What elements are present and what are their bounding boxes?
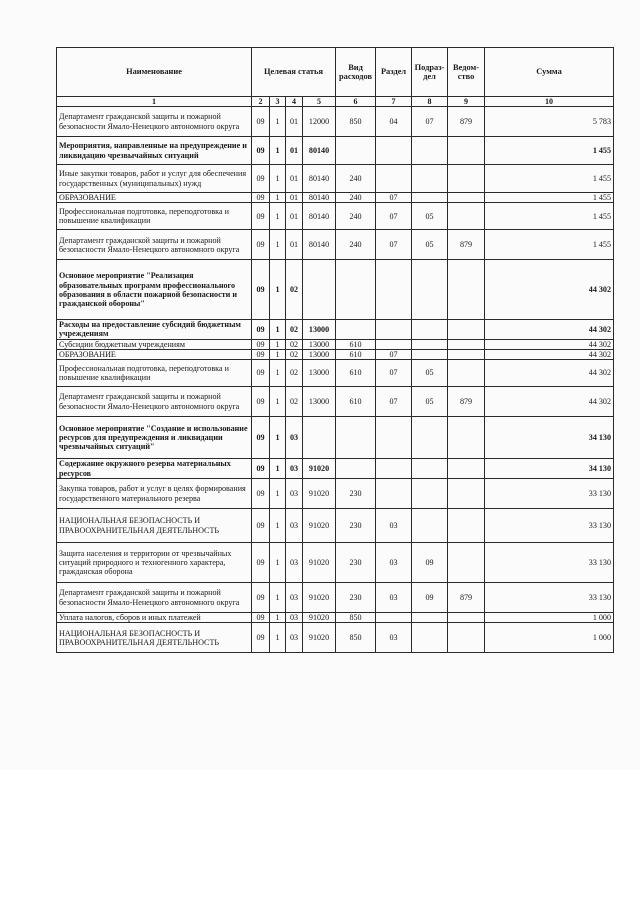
column-number: 2: [252, 97, 270, 107]
target-program-cell: 09: [252, 193, 270, 203]
department-code-cell: 879: [448, 387, 485, 417]
expense-type-cell: 610: [336, 339, 376, 349]
expense-type-cell: [336, 137, 376, 165]
subsection-cell: 05: [412, 230, 448, 260]
target-subprogram-cell: 1: [270, 479, 286, 509]
row-name-cell: Содержание окружного резерва материальных ресурсов: [57, 459, 252, 479]
row-name-cell: Иные закупки товаров, работ и услуг для обеспечения государственных (муниципальных) нужд: [57, 165, 252, 193]
row-name-cell: Департамент гражданской защиты и пожарной безопасности Ямало-Ненецкого автономного округа: [57, 387, 252, 417]
target-program-cell: 09: [252, 479, 270, 509]
table-row: [57, 165, 614, 193]
subsection-cell: [412, 260, 448, 320]
target-program-cell: 09: [252, 137, 270, 165]
expense-type-cell: 850: [336, 613, 376, 623]
target-event-cell: 03: [286, 509, 303, 543]
row-name-cell: Защита населения и территории от чрезвычайных ситуаций природного и техногенного характера, гражданская оборона: [57, 543, 252, 583]
target-event-cell: 02: [286, 349, 303, 359]
column-number: 9: [448, 97, 485, 107]
department-code-cell: [448, 479, 485, 509]
row-name-cell: ОБРАЗОВАНИЕ: [57, 193, 252, 203]
table-row: [57, 203, 614, 230]
section-cell: [376, 165, 412, 193]
column-number: 3: [270, 97, 286, 107]
target-direction-cell: 13000: [303, 387, 336, 417]
row-name-cell: НАЦИОНАЛЬНАЯ БЕЗОПАСНОСТЬ И ПРАВООХРАНИТЕЛЬНАЯ ДЕЯТЕЛЬНОСТЬ: [57, 623, 252, 653]
expense-type-cell: 230: [336, 479, 376, 509]
table-row: [57, 583, 614, 613]
row-name-cell: Департамент гражданской защиты и пожарной безопасности Ямало-Ненецкого автономного округа: [57, 583, 252, 613]
target-program-cell: 09: [252, 417, 270, 459]
expense-type-cell: 230: [336, 543, 376, 583]
amount-cell: 1 000: [485, 613, 614, 623]
target-direction-cell: 80140: [303, 193, 336, 203]
table-row: [57, 230, 614, 260]
column-number: 10: [485, 97, 614, 107]
department-code-cell: [448, 623, 485, 653]
table-row: [57, 387, 614, 417]
expense-type-cell: [336, 320, 376, 339]
target-subprogram-cell: 1: [270, 107, 286, 137]
target-subprogram-cell: 1: [270, 203, 286, 230]
expense-type-cell: [336, 459, 376, 479]
target-direction-cell: 91020: [303, 479, 336, 509]
section-cell: [376, 479, 412, 509]
subsection-cell: [412, 623, 448, 653]
subsection-cell: [412, 137, 448, 165]
target-subprogram-cell: 1: [270, 349, 286, 359]
amount-cell: 1 455: [485, 137, 614, 165]
target-program-cell: 09: [252, 203, 270, 230]
budget-table: [56, 47, 614, 653]
target-event-cell: 01: [286, 165, 303, 193]
table-row: [57, 107, 614, 137]
target-event-cell: 03: [286, 623, 303, 653]
target-subprogram-cell: 1: [270, 165, 286, 193]
target-event-cell: 01: [286, 193, 303, 203]
subsection-cell: [412, 339, 448, 349]
section-cell: [376, 459, 412, 479]
expense-type-cell: 240: [336, 203, 376, 230]
column-number: 7: [376, 97, 412, 107]
target-subprogram-cell: 1: [270, 459, 286, 479]
subsection-cell: [412, 193, 448, 203]
target-subprogram-cell: 1: [270, 360, 286, 387]
header-subsection: Подраз-дел: [412, 48, 448, 97]
column-number: 8: [412, 97, 448, 107]
department-code-cell: [448, 417, 485, 459]
target-event-cell: 02: [286, 387, 303, 417]
target-event-cell: 01: [286, 230, 303, 260]
expense-type-cell: 230: [336, 583, 376, 613]
section-cell: 03: [376, 543, 412, 583]
column-number: 5: [303, 97, 336, 107]
department-code-cell: [448, 260, 485, 320]
target-subprogram-cell: 1: [270, 509, 286, 543]
amount-cell: 44 302: [485, 339, 614, 349]
target-subprogram-cell: 1: [270, 137, 286, 165]
amount-cell: 1 455: [485, 203, 614, 230]
department-code-cell: [448, 543, 485, 583]
amount-cell: 44 302: [485, 360, 614, 387]
target-subprogram-cell: 1: [270, 583, 286, 613]
target-direction-cell: [303, 260, 336, 320]
expense-type-cell: [336, 260, 376, 320]
section-cell: [376, 339, 412, 349]
target-subprogram-cell: 1: [270, 623, 286, 653]
amount-cell: 33 130: [485, 509, 614, 543]
subsection-cell: [412, 349, 448, 359]
section-cell: 03: [376, 583, 412, 613]
row-name-cell: Департамент гражданской защиты и пожарной безопасности Ямало-Ненецкого автономного округа: [57, 107, 252, 137]
table-row: [57, 339, 614, 349]
expense-type-cell: 240: [336, 230, 376, 260]
row-name-cell: ОБРАЗОВАНИЕ: [57, 349, 252, 359]
row-name-cell: Расходы на предоставление субсидий бюджетным учреждениям: [57, 320, 252, 339]
row-name-cell: Профессиональная подготовка, переподготовка и повышение квалификации: [57, 203, 252, 230]
subsection-cell: [412, 165, 448, 193]
table-header-row: [57, 48, 614, 97]
subsection-cell: [412, 613, 448, 623]
section-cell: 03: [376, 623, 412, 653]
row-name-cell: НАЦИОНАЛЬНАЯ БЕЗОПАСНОСТЬ И ПРАВООХРАНИТЕЛЬНАЯ ДЕЯТЕЛЬНОСТЬ: [57, 509, 252, 543]
target-program-cell: 09: [252, 583, 270, 613]
target-direction-cell: 13000: [303, 339, 336, 349]
department-code-cell: [448, 193, 485, 203]
target-program-cell: 09: [252, 165, 270, 193]
target-direction-cell: 12000: [303, 107, 336, 137]
subsection-cell: [412, 417, 448, 459]
department-code-cell: 879: [448, 583, 485, 613]
section-cell: 07: [376, 387, 412, 417]
subsection-cell: 09: [412, 543, 448, 583]
table-row: [57, 320, 614, 339]
header-department: Ведом-ство: [448, 48, 485, 97]
target-direction-cell: 91020: [303, 543, 336, 583]
row-name-cell: Мероприятия, направленные на предупреждение и ликвидацию чрезвычайных ситуаций: [57, 137, 252, 165]
amount-cell: 44 302: [485, 260, 614, 320]
target-program-cell: 09: [252, 509, 270, 543]
target-direction-cell: 91020: [303, 613, 336, 623]
section-cell: [376, 320, 412, 339]
subsection-cell: 05: [412, 360, 448, 387]
header-target-article: Целевая статья: [252, 48, 336, 97]
target-direction-cell: 91020: [303, 459, 336, 479]
target-program-cell: 09: [252, 320, 270, 339]
expense-type-cell: 610: [336, 387, 376, 417]
section-cell: 07: [376, 193, 412, 203]
target-program-cell: 09: [252, 387, 270, 417]
expense-type-cell: 240: [336, 193, 376, 203]
department-code-cell: [448, 360, 485, 387]
section-cell: [376, 260, 412, 320]
table-row: [57, 479, 614, 509]
subsection-cell: [412, 479, 448, 509]
amount-cell: 1 455: [485, 193, 614, 203]
subsection-cell: 09: [412, 583, 448, 613]
column-number: 4: [286, 97, 303, 107]
table-row: [57, 260, 614, 320]
target-event-cell: 03: [286, 613, 303, 623]
target-event-cell: 03: [286, 583, 303, 613]
amount-cell: 1 455: [485, 230, 614, 260]
column-number: 6: [336, 97, 376, 107]
target-subprogram-cell: 1: [270, 230, 286, 260]
table-row: [57, 613, 614, 623]
department-code-cell: [448, 320, 485, 339]
table-row: [57, 459, 614, 479]
target-program-cell: 09: [252, 360, 270, 387]
table-row: [57, 417, 614, 459]
amount-cell: 1 000: [485, 623, 614, 653]
department-code-cell: [448, 165, 485, 193]
target-direction-cell: 91020: [303, 623, 336, 653]
row-name-cell: Профессиональная подготовка, переподготовка и повышение квалификации: [57, 360, 252, 387]
header-name: Наименование: [57, 48, 252, 97]
amount-cell: 44 302: [485, 320, 614, 339]
amount-cell: 44 302: [485, 349, 614, 359]
amount-cell: 33 130: [485, 583, 614, 613]
table-row: [57, 137, 614, 165]
expense-type-cell: 240: [336, 165, 376, 193]
target-event-cell: 03: [286, 417, 303, 459]
target-event-cell: 01: [286, 203, 303, 230]
expense-type-cell: 850: [336, 107, 376, 137]
target-event-cell: 02: [286, 360, 303, 387]
amount-cell: 1 455: [485, 165, 614, 193]
target-subprogram-cell: 1: [270, 417, 286, 459]
target-direction-cell: 91020: [303, 583, 336, 613]
section-cell: 07: [376, 230, 412, 260]
section-cell: 07: [376, 360, 412, 387]
target-event-cell: 02: [286, 260, 303, 320]
expense-type-cell: 610: [336, 349, 376, 359]
column-number: 1: [57, 97, 252, 107]
row-name-cell: Основное мероприятие "Реализация образовательных программ профессионального образования в области пожарной безопасности и гражданской обороны": [57, 260, 252, 320]
target-event-cell: 03: [286, 543, 303, 583]
section-cell: 03: [376, 509, 412, 543]
table-row: [57, 623, 614, 653]
table-row: [57, 509, 614, 543]
department-code-cell: [448, 203, 485, 230]
table-body: [57, 107, 614, 653]
target-program-cell: 09: [252, 339, 270, 349]
target-event-cell: 03: [286, 479, 303, 509]
row-name-cell: Уплата налогов, сборов и иных платежей: [57, 613, 252, 623]
target-program-cell: 09: [252, 260, 270, 320]
target-direction-cell: 80140: [303, 165, 336, 193]
target-program-cell: 09: [252, 623, 270, 653]
target-program-cell: 09: [252, 543, 270, 583]
target-program-cell: 09: [252, 349, 270, 359]
target-subprogram-cell: 1: [270, 543, 286, 583]
row-name-cell: Закупка товаров, работ и услуг в целях формирования государственного материального резерва: [57, 479, 252, 509]
section-cell: 07: [376, 203, 412, 230]
target-direction-cell: 80140: [303, 137, 336, 165]
amount-cell: 33 130: [485, 479, 614, 509]
expense-type-cell: 230: [336, 509, 376, 543]
target-direction-cell: 80140: [303, 203, 336, 230]
amount-cell: 34 130: [485, 459, 614, 479]
column-number-row: [57, 97, 614, 107]
target-event-cell: 02: [286, 339, 303, 349]
department-code-cell: [448, 137, 485, 165]
section-cell: [376, 417, 412, 459]
amount-cell: 44 302: [485, 387, 614, 417]
amount-cell: 5 783: [485, 107, 614, 137]
header-expense-type: Вид расходов: [336, 48, 376, 97]
target-program-cell: 09: [252, 107, 270, 137]
target-program-cell: 09: [252, 459, 270, 479]
subsection-cell: 05: [412, 387, 448, 417]
table-row: [57, 193, 614, 203]
target-subprogram-cell: 1: [270, 387, 286, 417]
target-direction-cell: [303, 417, 336, 459]
expense-type-cell: [336, 417, 376, 459]
target-program-cell: 09: [252, 230, 270, 260]
target-subprogram-cell: 1: [270, 339, 286, 349]
department-code-cell: [448, 459, 485, 479]
header-section: Раздел: [376, 48, 412, 97]
target-direction-cell: 80140: [303, 230, 336, 260]
department-code-cell: [448, 349, 485, 359]
department-code-cell: [448, 509, 485, 543]
department-code-cell: [448, 613, 485, 623]
row-name-cell: Субсидии бюджетным учреждениям: [57, 339, 252, 349]
target-subprogram-cell: 1: [270, 320, 286, 339]
section-cell: 07: [376, 349, 412, 359]
target-event-cell: 03: [286, 459, 303, 479]
section-cell: [376, 137, 412, 165]
subsection-cell: 07: [412, 107, 448, 137]
target-program-cell: 09: [252, 613, 270, 623]
row-name-cell: Департамент гражданской защиты и пожарной безопасности Ямало-Ненецкого автономного округа: [57, 230, 252, 260]
target-event-cell: 02: [286, 320, 303, 339]
target-event-cell: 01: [286, 137, 303, 165]
target-direction-cell: 13000: [303, 349, 336, 359]
department-code-cell: [448, 339, 485, 349]
department-code-cell: 879: [448, 230, 485, 260]
section-cell: 04: [376, 107, 412, 137]
subsection-cell: [412, 459, 448, 479]
table-row: [57, 360, 614, 387]
table-row: [57, 543, 614, 583]
target-direction-cell: 13000: [303, 320, 336, 339]
target-direction-cell: 13000: [303, 360, 336, 387]
subsection-cell: 05: [412, 203, 448, 230]
expense-type-cell: 610: [336, 360, 376, 387]
expense-type-cell: 850: [336, 623, 376, 653]
section-cell: [376, 613, 412, 623]
target-subprogram-cell: 1: [270, 613, 286, 623]
subsection-cell: [412, 509, 448, 543]
amount-cell: 33 130: [485, 543, 614, 583]
target-direction-cell: 91020: [303, 509, 336, 543]
row-name-cell: Основное мероприятие "Создание и использование ресурсов для предупреждения и ликвидации чрезвычайных ситуаций": [57, 417, 252, 459]
table-row: [57, 349, 614, 359]
target-event-cell: 01: [286, 107, 303, 137]
department-code-cell: 879: [448, 107, 485, 137]
target-subprogram-cell: 1: [270, 193, 286, 203]
amount-cell: 34 130: [485, 417, 614, 459]
subsection-cell: [412, 320, 448, 339]
header-amount: Сумма: [485, 48, 614, 97]
target-subprogram-cell: 1: [270, 260, 286, 320]
